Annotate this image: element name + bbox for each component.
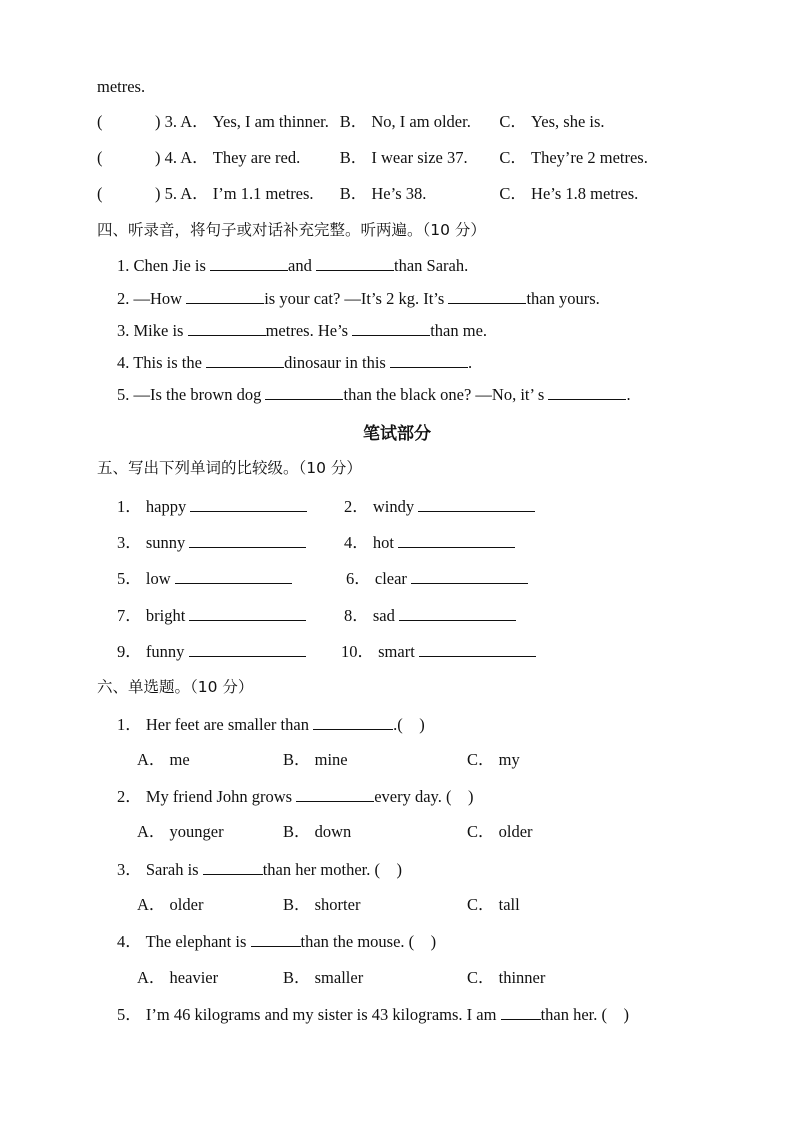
word-item xyxy=(117,641,306,662)
mc-question xyxy=(117,786,473,807)
text: 5. —Is the brown dog xyxy=(117,385,262,404)
answer-blank[interactable] xyxy=(189,605,306,621)
word: sad xyxy=(372,606,395,625)
written-part-title: 笔试部分 xyxy=(363,424,431,444)
option-c: Yes, she is. xyxy=(531,112,605,131)
text: 1. Chen Jie is xyxy=(117,256,206,275)
answer-blank[interactable] xyxy=(419,641,536,657)
word-item xyxy=(344,532,515,553)
fill-line xyxy=(117,288,600,309)
option-c-label: C． xyxy=(499,112,527,131)
option-c: They’re 2 metres. xyxy=(531,148,648,167)
word-number: 8． xyxy=(344,606,369,625)
mc-question xyxy=(117,1004,629,1025)
question-row xyxy=(97,184,638,204)
text: than yours. xyxy=(526,289,600,308)
answer-blank[interactable] xyxy=(203,859,263,875)
word-number: 10． xyxy=(341,642,374,661)
text: 3. Mike is xyxy=(117,321,184,340)
answer-blank[interactable] xyxy=(175,568,292,584)
text: every day. ( ) xyxy=(374,787,474,806)
word: clear xyxy=(374,569,407,588)
word-number: 2． xyxy=(344,497,369,516)
text: than Sarah. xyxy=(394,256,469,275)
answer-blank[interactable] xyxy=(189,641,306,657)
option-a: I’m 1.1 metres. xyxy=(212,184,314,203)
answer-blank[interactable] xyxy=(316,255,394,271)
option-b-label: B． xyxy=(339,184,368,203)
answer-blank[interactable] xyxy=(411,568,528,584)
word-number: 6． xyxy=(346,569,371,588)
word-number: 4． xyxy=(344,533,369,552)
word-item xyxy=(117,496,307,517)
answer-blank[interactable] xyxy=(296,786,374,802)
mc-question xyxy=(117,859,402,880)
text: dinosaur in this xyxy=(284,353,386,372)
word: hot xyxy=(372,533,394,552)
word-item xyxy=(344,496,535,517)
text: metres. He’s xyxy=(265,321,349,340)
question-number: ) 3. A． xyxy=(155,112,209,131)
question-number: ) 5. A． xyxy=(155,184,209,203)
text: 3． Sarah is xyxy=(117,860,199,879)
fill-line xyxy=(117,352,472,373)
word: smart xyxy=(378,642,415,661)
option-c: He’s 1.8 metres. xyxy=(531,184,639,203)
mc-option-c[interactable]: C． my xyxy=(467,750,520,769)
question-row xyxy=(97,112,605,132)
text: than the black one? —No, it’ s xyxy=(343,385,545,404)
option-b: I wear size 37. xyxy=(371,148,468,167)
text: than me. xyxy=(430,321,488,340)
word-item xyxy=(344,605,516,626)
answer-blank[interactable] xyxy=(265,384,343,400)
word: windy xyxy=(372,497,415,516)
word: happy xyxy=(145,497,187,516)
answer-blank[interactable] xyxy=(210,255,288,271)
option-a: Yes, I am thinner. xyxy=(212,112,329,131)
answer-blank[interactable] xyxy=(398,532,515,548)
answer-blank[interactable] xyxy=(188,320,266,336)
text: is your cat? —It’s 2 kg. It’s xyxy=(264,289,445,308)
mc-question xyxy=(117,931,436,952)
text: than the mouse. ( ) xyxy=(300,932,437,951)
answer-blank[interactable] xyxy=(190,496,307,512)
fill-line xyxy=(117,384,631,405)
answer-blank[interactable] xyxy=(251,931,301,947)
word-item xyxy=(346,568,528,589)
text: . xyxy=(467,353,473,372)
section-heading: 四、听录音，将句子或对话补充完整。听两遍。（10 分） xyxy=(97,221,486,239)
mc-option-b[interactable]: B． shorter xyxy=(283,895,361,914)
mc-option-b[interactable]: B． down xyxy=(283,822,352,841)
mc-option-c[interactable]: C． older xyxy=(467,822,533,841)
answer-blank[interactable] xyxy=(548,384,626,400)
text: and xyxy=(288,256,312,275)
text: 4． The elephant is xyxy=(117,932,247,951)
word-number: 1． xyxy=(117,497,142,516)
mc-option-c[interactable]: C． tall xyxy=(467,895,520,914)
word-item xyxy=(341,641,536,662)
answer-blank[interactable] xyxy=(189,532,306,548)
option-b-label: B． xyxy=(339,148,368,167)
word-number: 9． xyxy=(117,642,142,661)
answer-blank[interactable] xyxy=(390,352,468,368)
word-item xyxy=(117,568,292,589)
answer-blank[interactable] xyxy=(501,1004,541,1020)
mc-option-a[interactable]: A． younger xyxy=(137,822,224,841)
option-b: He’s 38. xyxy=(371,184,427,203)
text: 1． Her feet are smaller than xyxy=(117,715,309,734)
word-number: 3． xyxy=(117,533,142,552)
answer-blank[interactable] xyxy=(399,605,516,621)
word: sunny xyxy=(145,533,186,552)
word-item xyxy=(117,532,306,553)
option-c-label: C． xyxy=(499,148,527,167)
word: funny xyxy=(145,642,185,661)
text: 2. —How xyxy=(117,289,183,308)
answer-blank[interactable] xyxy=(313,714,393,730)
option-a: They are red. xyxy=(212,148,301,167)
mc-option-a[interactable]: A． older xyxy=(137,895,204,914)
section-heading: 六、单选题。（10 分） xyxy=(97,678,254,696)
answer-bracket[interactable]: ( xyxy=(97,148,103,167)
text: 5． I’m 46 kilograms and my sister is 43 kilograms. I am xyxy=(117,1005,497,1024)
word-number: 7． xyxy=(117,606,142,625)
answer-bracket[interactable]: ( xyxy=(97,184,103,203)
mc-option-b[interactable]: B． smaller xyxy=(283,968,364,987)
fill-line xyxy=(117,255,468,276)
answer-blank[interactable] xyxy=(206,352,284,368)
text: . xyxy=(626,385,631,404)
mc-option-a[interactable]: A． heavier xyxy=(137,968,219,987)
text: than her. ( ) xyxy=(540,1005,630,1024)
mc-option-b[interactable]: B． mine xyxy=(283,750,348,769)
question-row xyxy=(97,148,648,168)
question-number: ) 4. A． xyxy=(155,148,209,167)
answer-blank[interactable] xyxy=(448,288,526,304)
text: 4. This is the xyxy=(117,353,202,372)
option-b-label: B． xyxy=(339,112,368,131)
answer-blank[interactable] xyxy=(352,320,430,336)
mc-option-a[interactable]: A． me xyxy=(137,750,190,769)
word-number: 5． xyxy=(117,569,142,588)
word-item xyxy=(117,605,306,626)
fill-line xyxy=(117,320,487,341)
word: bright xyxy=(145,606,186,625)
answer-bracket[interactable]: ( xyxy=(97,112,103,131)
text: 2． My friend John grows xyxy=(117,787,293,806)
section-heading: 五、写出下列单词的比较级。（10 分） xyxy=(97,459,362,477)
answer-blank[interactable] xyxy=(418,496,535,512)
text: .( ) xyxy=(393,715,425,734)
answer-blank[interactable] xyxy=(186,288,264,304)
option-b: No, I am older. xyxy=(371,112,471,131)
option-c-label: C． xyxy=(499,184,527,203)
word: low xyxy=(145,569,171,588)
mc-option-c[interactable]: C． thinner xyxy=(467,968,546,987)
continued-text: metres. xyxy=(97,77,146,96)
mc-question xyxy=(117,714,425,735)
text: than her mother. ( ) xyxy=(262,860,402,879)
